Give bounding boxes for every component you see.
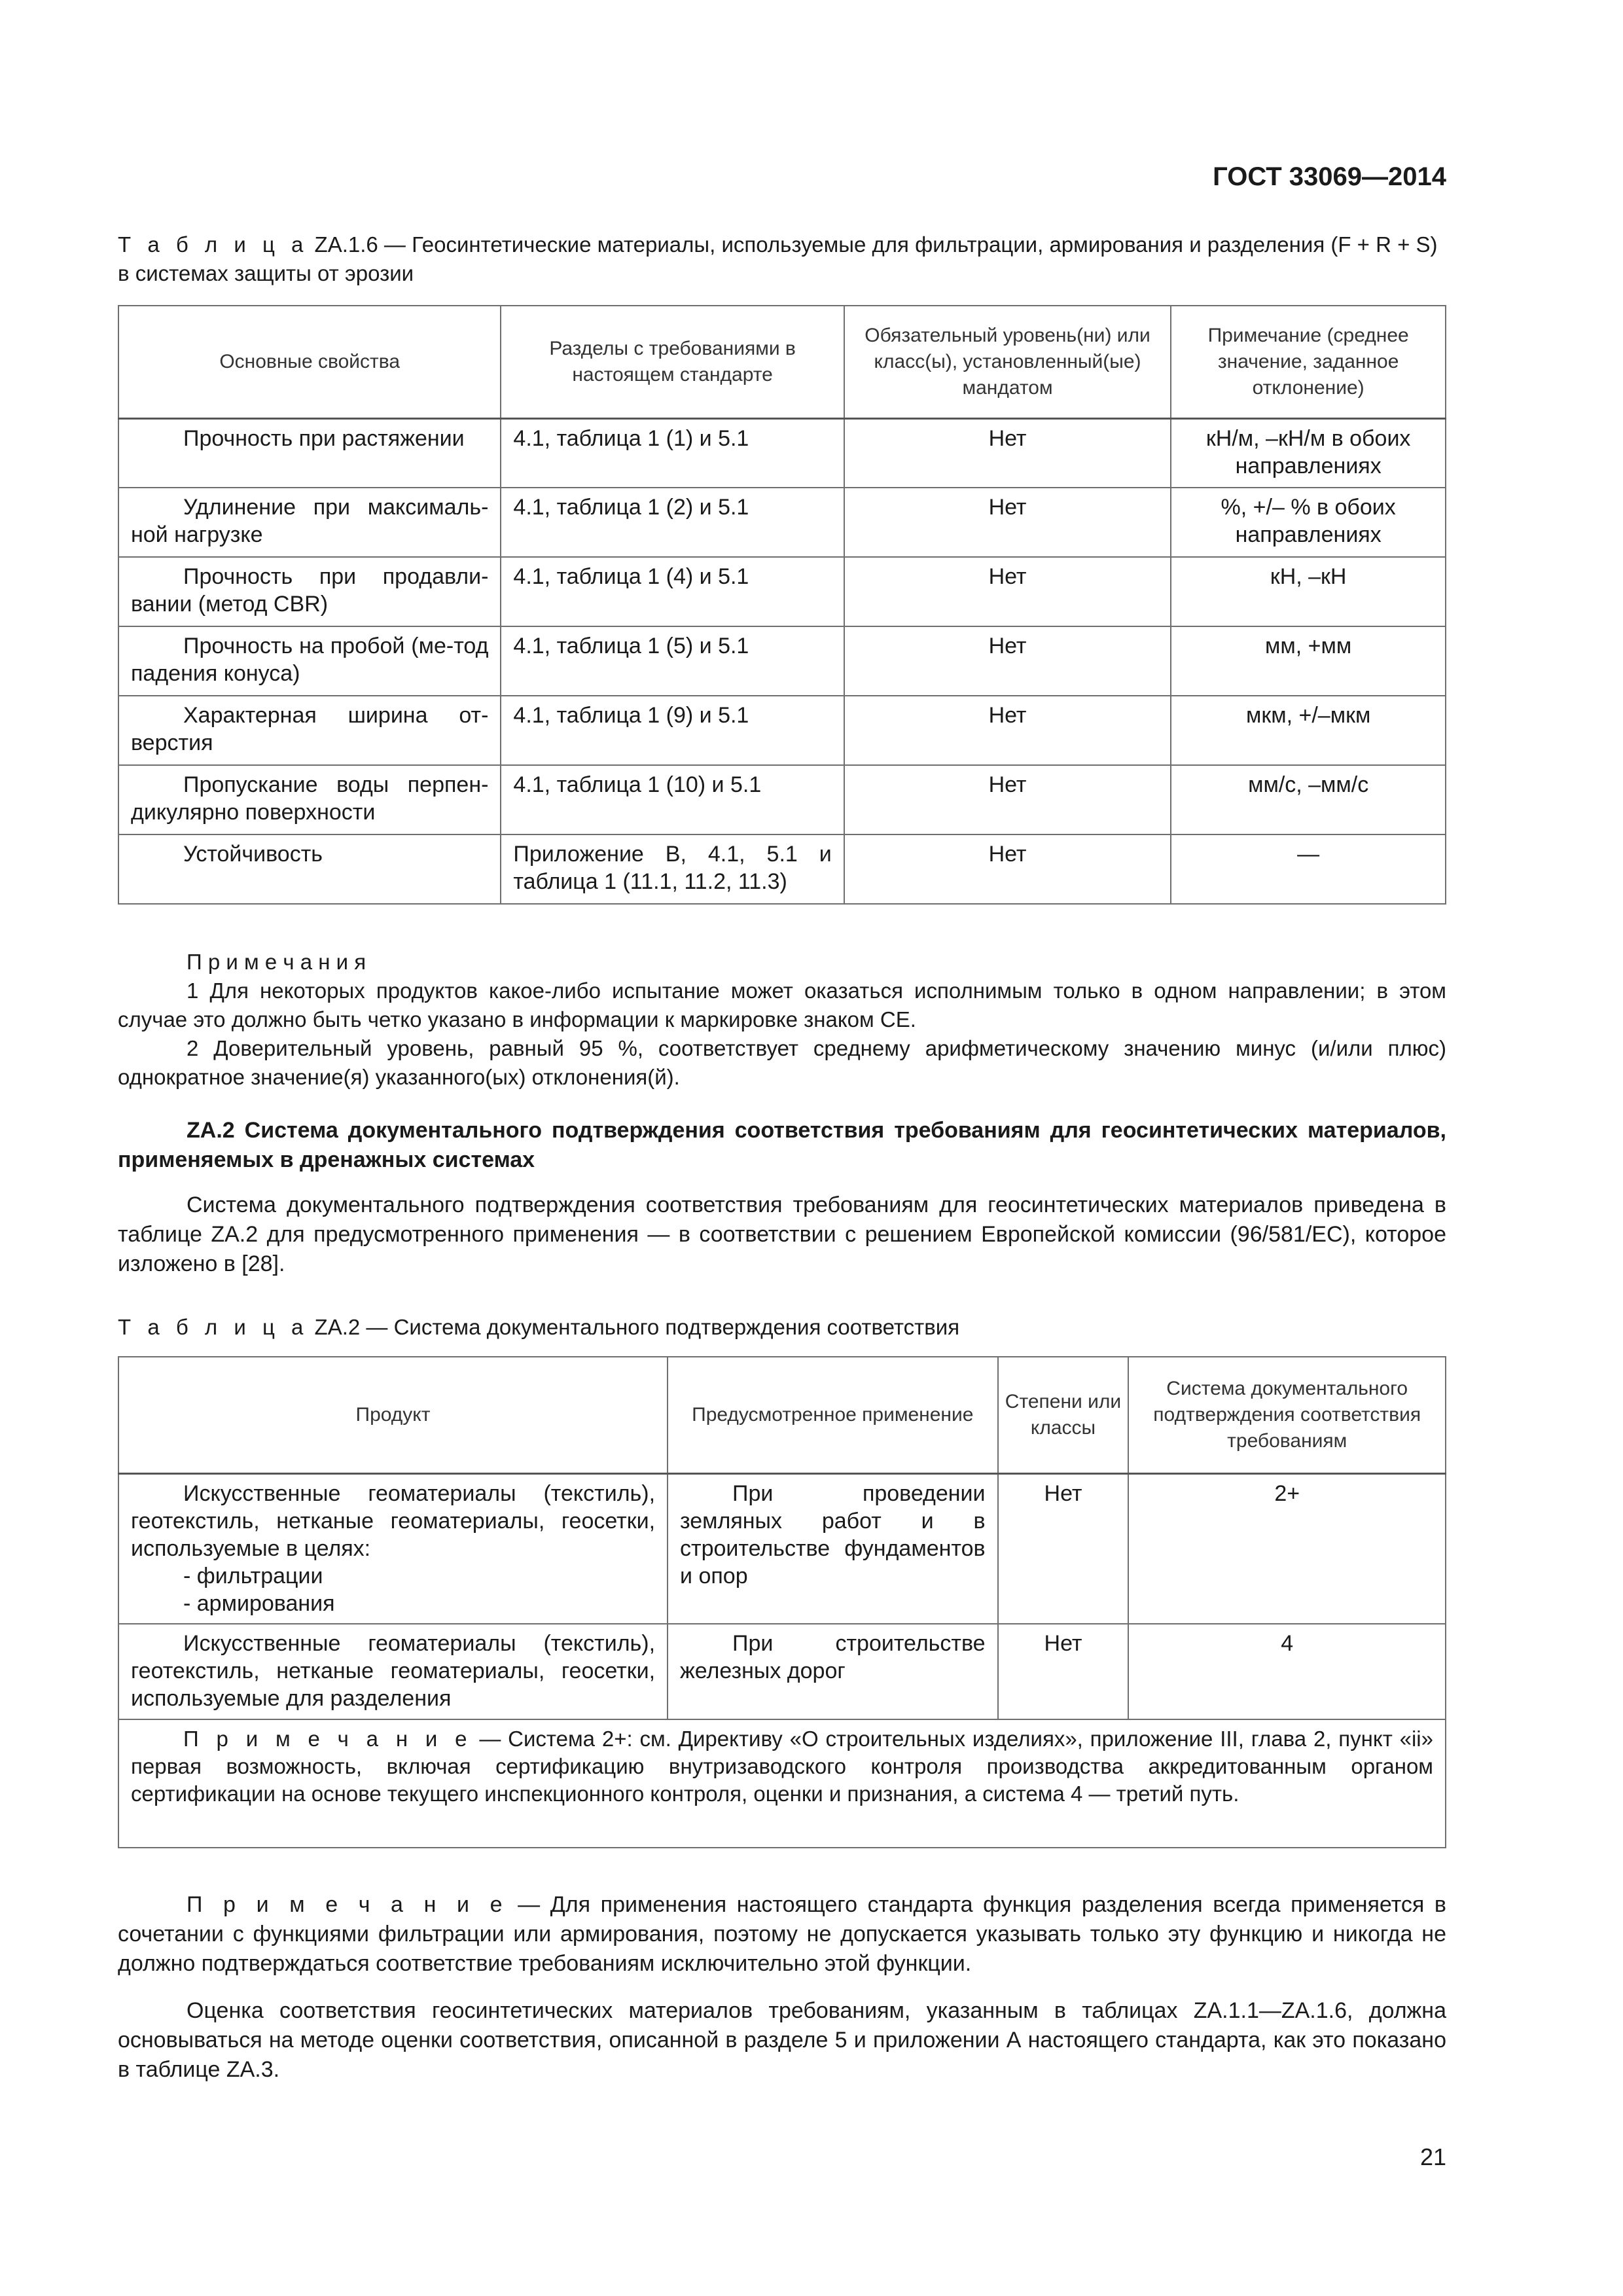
table2-caption-prefix: Т а б л и ц а [118, 1315, 309, 1339]
table1-level: Нет [844, 765, 1171, 834]
table1-section: 4.1, таблица 1 (2) и 5.1 [501, 488, 844, 557]
table1-section: 4.1, таблица 1 (4) и 5.1 [501, 557, 844, 626]
table2-product [118, 1473, 668, 1624]
table2-system: 4 [1128, 1624, 1446, 1719]
table2-product: Искусственные геоматериалы (текстиль), геотекстиль, нетканые геоматериалы, геосетки, используемые для разделения [118, 1624, 668, 1719]
table2-grade: Нет [998, 1624, 1129, 1719]
note-item: 2 Доверительный уровень, равный 95 %, соответствует среднему арифметическому значению минус (и/или плюс) однократное значение(я) указанного(ых) отклонения(й). [118, 1036, 1446, 1089]
table1-note: мм/с, –мм/с [1171, 765, 1446, 834]
table1-level: Нет [844, 834, 1171, 904]
table2-product-text: Искусственные геоматериалы (текстиль), геотекстиль, нетканые геоматериалы, геосетки, используемые в целях: [131, 1480, 656, 1561]
notes-title: П р и м е ч а н и я [187, 950, 366, 974]
table2-header-cell: Предусмотренное применение [668, 1357, 998, 1473]
table1-caption-text: ZA.1.6 — Геосинтетические материалы, используемые для фильтрации, армирования и разделения (F + R + S) в системах защиты от эрозии [118, 232, 1438, 285]
table1-note: мкм, +/–мкм [1171, 696, 1446, 765]
note2-paragraph [118, 1890, 1446, 1979]
table2-header-row [118, 1357, 1446, 1473]
table2-header-cell: Степени или классы [998, 1357, 1129, 1473]
page-number: 21 [1419, 2144, 1446, 2170]
table-row [118, 834, 1446, 904]
table1-section: 4.1, таблица 1 (9) и 5.1 [501, 696, 844, 765]
table1-level: Нет [844, 626, 1171, 696]
table2-use: При строительстве железных дорог [668, 1624, 998, 1719]
table1-level: Нет [844, 418, 1171, 488]
section-paragraph: Система документального подтверждения соответствия требованиям для геосинтетических материалов приведена в таблице ZA.2 для предусмотренного применения — в соответствии с решением Европейской комиссии (96/581/ЕС), которое изложено в [28]. [118, 1193, 1446, 1276]
table-row [118, 418, 1446, 488]
table1-level: Нет [844, 488, 1171, 557]
table-row [118, 765, 1446, 834]
final-paragraph: Оценка соответствия геосинтетических материалов требованиям, указанным в таблицах ZA.1.1—ZA.1.6, должна основываться на методе оценки соответствия, описанной в разделе 5 и приложении А настоящего стандарта, как это показано в таблице ZA.3. [118, 1998, 1446, 2082]
table1-note: кН, –кН [1171, 557, 1446, 626]
table1-section: 4.1, таблица 1 (5) и 5.1 [501, 626, 844, 696]
table1 [118, 305, 1446, 905]
table-row [118, 696, 1446, 765]
table1-property: Прочность на пробой (ме-тод падения конуса) [118, 626, 501, 696]
table1-note: %, +/– % в обоих направлениях [1171, 488, 1446, 557]
section-za2 [118, 1116, 1446, 1279]
table1-property: Прочность при растяжении [118, 418, 501, 488]
table2-note-text: — Система 2+: см. Директиву «О строительных изделиях», приложение III, глава 2, пункт «ii» первая возможность, включая сертификацию внутризаводского контроля производства аккредитованным органом сертификации на основе текущего инспекционного контроля, оценки и признания, а система 4 — третий путь. [131, 1727, 1433, 1806]
table-row [118, 1473, 1446, 1624]
table2-system: 2+ [1128, 1473, 1446, 1624]
table1-property: Удлинение при максималь-ной нагрузке [118, 488, 501, 557]
table1-caption [118, 230, 1446, 288]
table2-caption [118, 1313, 1446, 1342]
table1-section: 4.1, таблица 1 (1) и 5.1 [501, 418, 844, 488]
table2-caption-text: ZA.2 — Система документального подтверждения соответствия [314, 1315, 960, 1339]
table1-section: 4.1, таблица 1 (10) и 5.1 [501, 765, 844, 834]
table2-grade: Нет [998, 1473, 1129, 1624]
table1-level: Нет [844, 696, 1171, 765]
table1-property: Пропускание воды перпен-дикулярно поверхности [118, 765, 501, 834]
table1-header-cell: Обязательный уровень(ни) или класс(ы), установленный(ые) мандатом [844, 306, 1171, 418]
table2-note-prefix: П р и м е ч а н и е [183, 1727, 473, 1751]
table1-caption-prefix: Т а б л и ц а [118, 232, 309, 257]
table-row [118, 488, 1446, 557]
note2-prefix: П р и м е ч а н и е [187, 1892, 508, 1917]
table-row [118, 557, 1446, 626]
note2-text: — Для применения настоящего стандарта функция разделения всегда применяется в сочетании с функциями фильтрации или армирования, поэтому не допускается указывать только эту функцию и никогда не должно подтверждаться соответствие требованиям исключительно этой функции. [118, 1892, 1446, 1976]
section-heading: ZA.2 Система документального подтверждения соответствия требованиям для геосинтетических материалов, применяемых в дренажных системах [118, 1118, 1446, 1172]
table1-property: Устойчивость [118, 834, 501, 904]
table2-product-sub: - фильтрации [183, 1563, 323, 1588]
table2-note [118, 1719, 1446, 1848]
document-header: ГОСТ 33069—2014 [1213, 162, 1446, 191]
table1-level: Нет [844, 557, 1171, 626]
table1-note: мм, +мм [1171, 626, 1446, 696]
table2 [118, 1356, 1446, 1848]
final-paragraph-block [118, 1996, 1446, 2085]
table2-header-cell: Система документального подтверждения соответствия требованиям [1128, 1357, 1446, 1473]
table2-use: При проведении земляных работ и в строительстве фундаментов и опор [668, 1473, 998, 1624]
notes-block [118, 948, 1446, 1092]
note-item: 1 Для некоторых продуктов какое-либо испытание может оказаться исполнимым только в одном направлении; в этом случае это должно быть четко указано в информации к маркировке знаком СЕ. [118, 978, 1446, 1031]
table1-property: Характерная ширина от-верстия [118, 696, 501, 765]
table-row [118, 1624, 1446, 1719]
table-row [118, 1719, 1446, 1848]
table1-header-cell: Разделы с требованиями в настоящем стандарте [501, 306, 844, 418]
table1-property: Прочность при продавли-вании (метод CBR) [118, 557, 501, 626]
table1-note: кН/м, –кН/м в обоих направлениях [1171, 418, 1446, 488]
table1-header-cell: Основные свойства [118, 306, 501, 418]
table1-header-cell: Примечание (среднее значение, заданное отклонение) [1171, 306, 1446, 418]
table1-section: Приложение В, 4.1, 5.1 и таблица 1 (11.1, 11.2, 11.3) [501, 834, 844, 904]
table-row [118, 626, 1446, 696]
table1-header-row [118, 306, 1446, 418]
table1-note: — [1171, 834, 1446, 904]
table2-header-cell: Продукт [118, 1357, 668, 1473]
note2 [118, 1890, 1446, 1979]
table2-product-sub: - армирования [183, 1590, 335, 1616]
